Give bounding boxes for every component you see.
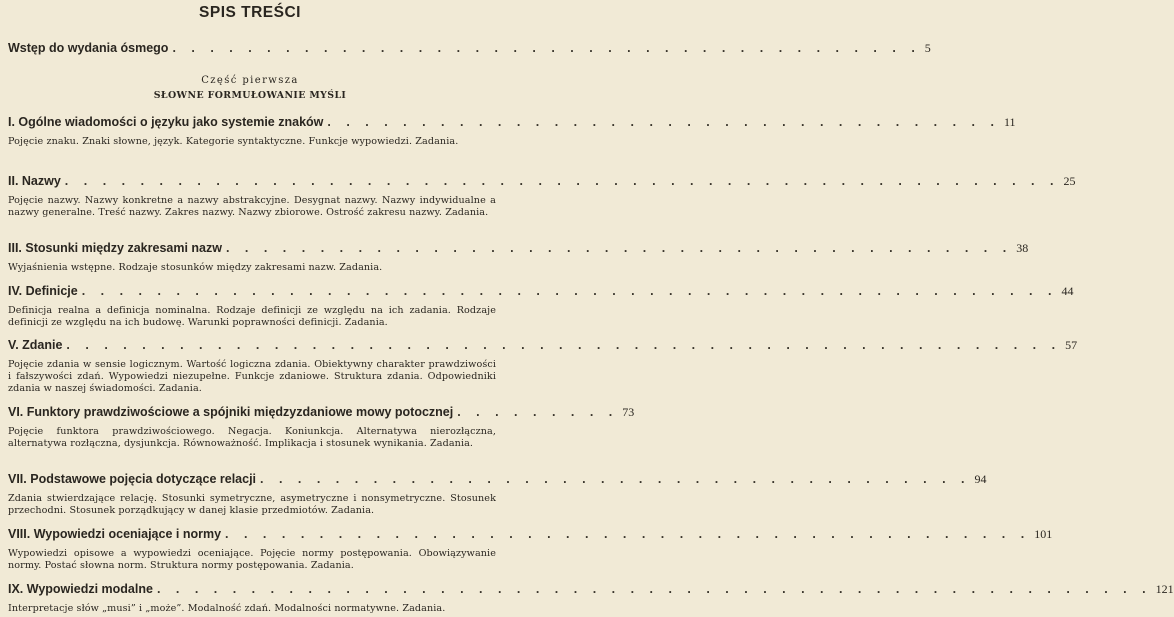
entry-title: IX. Wypowiedzi modalne: [8, 582, 153, 596]
entry-description: Pojęcie nazwy. Nazwy konkretne a nazwy abstrakcyjne. Desygnat nazwy. Nazwy indywidualne a nazwy generalne. Treść nazwy. Zakres nazwy. Nazwy zbiorowe. Ostrość zakresu nazwy. Zadania.: [8, 195, 496, 219]
page-number: 11: [1003, 115, 1016, 129]
entry-title: III. Stosunki między zakresami nazw: [8, 241, 222, 255]
toc-entry-heading: [8, 115, 1016, 130]
part-label: Część pierwsza: [201, 75, 299, 86]
page-number: 73: [622, 405, 635, 419]
toc-entry-chapter: [8, 338, 1078, 396]
toc-entry-heading: [8, 284, 1074, 299]
entry-title: IV. Definicje: [8, 284, 78, 298]
entry-title: I. Ogólne wiadomości o języku jako systemie znaków: [8, 115, 324, 129]
page-number: 38: [1016, 241, 1029, 255]
entry-description: Wyjaśnienia wstępne. Rodzaje stosunków między zakresami nazw. Zadania.: [8, 262, 383, 273]
toc-entry-chapter: [8, 241, 1029, 274]
entry-description: Interpretacje słów „musi” i „może”. Modalność zdań. Modalności normatywne. Zadania.: [8, 603, 446, 614]
dot-leader: . . . . . . . . . . . . . . . . . . . . . . . . . . . . . . . . . . . .: [327, 115, 1000, 129]
toc-entry-intro: [8, 41, 931, 56]
toc-entry-heading: [8, 582, 1174, 597]
entry-title: VIII. Wypowiedzi oceniające i normy: [8, 527, 222, 541]
toc-entry-chapter: [8, 527, 1053, 572]
toc-entry-heading: [8, 472, 987, 487]
dot-leader: . . . . . . . . . . . . . . . . . . . . . . . . . . . . . . . . . . . . . . . . . . . . . . . . . . . . .: [156, 582, 1152, 596]
toc-entry-heading: [8, 41, 931, 56]
entry-description: Pojęcie znaku. Znaki słowne, język. Kategorie syntaktyczne. Funkcje wypowiedzi. Zadania.: [8, 136, 459, 147]
dot-leader: . . . . . . . . . . . . . . . . . . . . . . . . . . . . . . . . . . . . . . . . . .: [225, 241, 1013, 255]
dot-leader: . . . . . . . . . . . . . . . . . . . . . . . . . . . . . . . . . . . . . . . . . . .: [225, 527, 1031, 541]
toc-entry-chapter: [8, 405, 635, 450]
entry-title: Wstęp do wydania ósmego: [8, 41, 169, 55]
dot-leader: . . . . . . . . . . . . . . . . . . . . . . . . . . . . . . . . . . . . . . . . . . . . . . . . . . . . .: [66, 338, 1062, 352]
entry-title: VI. Funktory prawdziwościowe a spójniki międzyzdaniowe mowy potocznej: [8, 405, 454, 419]
toc-entry-heading: [8, 527, 1053, 542]
dot-leader: . . . . . . . . . . . . . . . . . . . . . . . . . . . . . . . . . . . . . . . . . . . . . . . . . . . . .: [64, 174, 1060, 188]
entry-description: Wypowiedzi opisowe a wypowiedzi oceniające. Pojęcie normy postępowania. Obowiązywanie normy. Postać słowna norm. Struktura normy postępowania. Zadania.: [8, 548, 496, 572]
entry-title: V. Zdanie: [8, 338, 63, 352]
part-heading: [0, 75, 500, 101]
page-number: 25: [1063, 174, 1076, 188]
page-number: 5: [924, 41, 931, 55]
toc-entry-heading: [8, 405, 635, 420]
toc-entry-heading: [8, 174, 1076, 189]
entry-description: Definicja realna a definicja nominalna. Rodzaje definicji ze względu na ich zadania. Rodzaje definicji ze względu na ich budowę. Warunki poprawności definicji. Zadania.: [8, 305, 496, 329]
toc-entry-heading: [8, 338, 1078, 353]
page-number: 101: [1034, 527, 1053, 541]
toc-entry-chapter: [8, 582, 1174, 615]
toc-title: SPIS TREŚCI: [199, 4, 301, 21]
toc-entry-chapter: [8, 284, 1074, 329]
entry-description: Pojęcie zdania w sensie logicznym. Wartość logiczna zdania. Obiektywny charakter prawdziwości i fałszywości zdań. Wypowiedzi niezupełne. Funkcje zdaniowe. Struktura zdania. Odpowiedniki zdania w naszej świadomości. Zadania.: [8, 359, 496, 395]
page-number: 121: [1155, 582, 1174, 596]
entry-title: VII. Podstawowe pojęcia dotyczące relacji: [8, 472, 257, 486]
part-name: SŁOWNE FORMUŁOWANIE MYŚLI: [153, 90, 347, 101]
page-number: 94: [974, 472, 987, 486]
dot-leader: . . . . . . . . . . . . . . . . . . . . . . . . . . . . . . . . . . . . . . . . . . . . . . . . . . . .: [81, 284, 1058, 298]
toc-entry-heading: [8, 241, 1029, 256]
page-number: 57: [1065, 338, 1078, 352]
entry-description: Zdania stwierdzające relację. Stosunki symetryczne, asymetryczne i nonsymetryczne. Stosunek przechodni. Stosunek porządkujący w danej klasie przedmiotów. Zadania.: [8, 493, 496, 517]
dot-leader: . . . . . . . . .: [457, 405, 619, 419]
dot-leader: . . . . . . . . . . . . . . . . . . . . . . . . . . . . . . . . . . . . . .: [260, 472, 971, 486]
toc-entry-chapter: [8, 115, 1016, 148]
toc-entry-chapter: [8, 472, 987, 517]
entry-title: II. Nazwy: [8, 174, 61, 188]
entry-description: Pojęcie funktora prawdziwościowego. Negacja. Koniunkcja. Alternatywa nierozłączna, alternatywa rozłączna, dysjunkcja. Równoważność. Implikacja i stosunek wynikania. Zadania.: [8, 426, 496, 450]
dot-leader: . . . . . . . . . . . . . . . . . . . . . . . . . . . . . . . . . . . . . . . .: [172, 41, 921, 55]
page-number: 44: [1061, 284, 1074, 298]
toc-entry-chapter: [8, 174, 1076, 219]
